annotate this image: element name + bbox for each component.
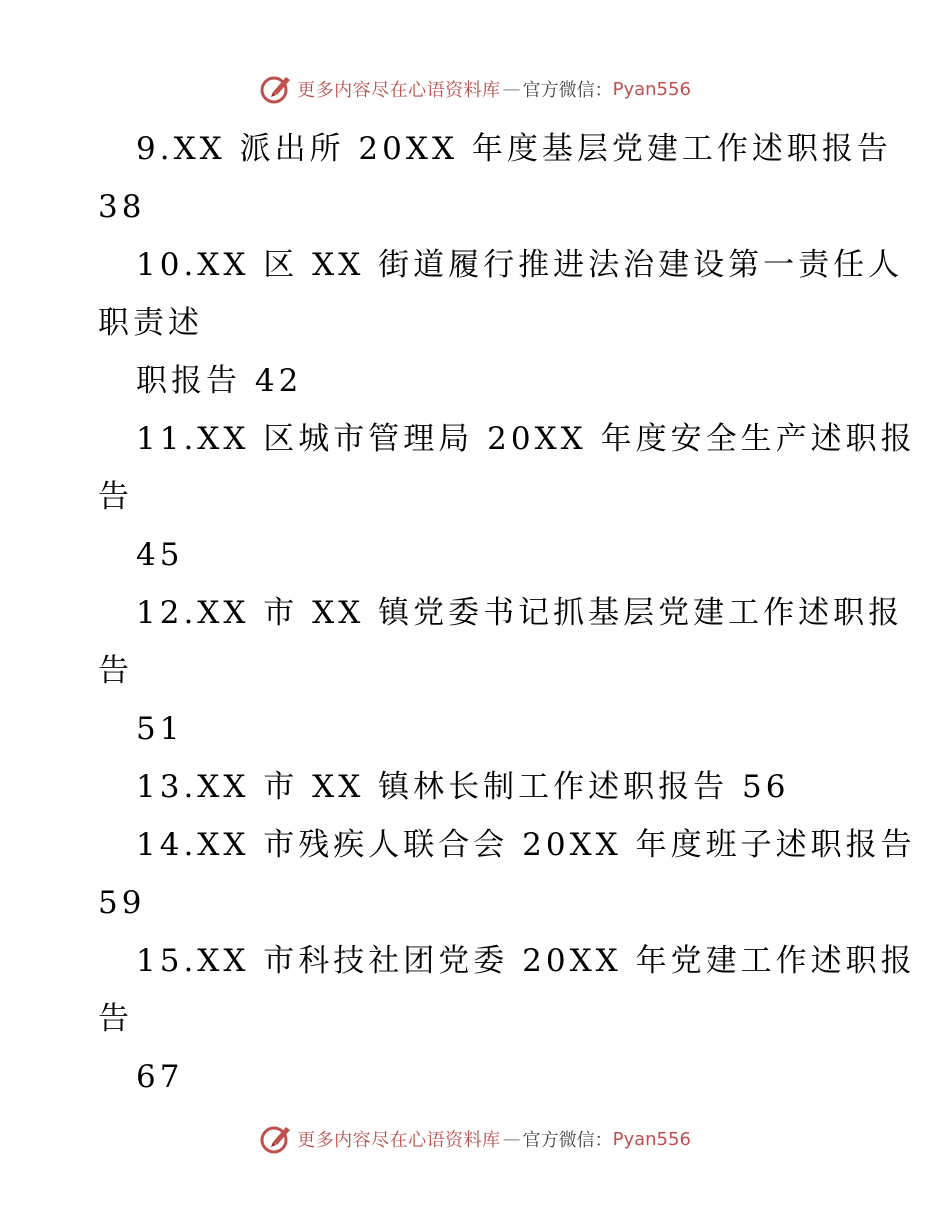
toc-line: 14.XX 市残疾人联合会 20XX 年度班子述职报告 bbox=[136, 827, 916, 863]
toc-list bbox=[98, 120, 916, 1106]
footer-watermark-banner bbox=[0, 1122, 950, 1156]
toc-line: 职责述 bbox=[98, 305, 203, 341]
banner-main-text: 更多内容尽在心语资料库 bbox=[297, 80, 501, 101]
banner-separator: — bbox=[502, 78, 521, 100]
pen-logo-icon bbox=[259, 72, 293, 106]
toc-line: 告 bbox=[98, 479, 133, 515]
toc-line: 67 bbox=[136, 1059, 184, 1095]
toc-line: 10.XX 区 XX 街道履行推进法治建设第一责任人 bbox=[136, 247, 904, 283]
toc-line: 9.XX 派出所 20XX 年度基层党建工作述职报告 bbox=[136, 131, 892, 167]
toc-line: 11.XX 区城市管理局 20XX 年度安全生产述职报 bbox=[136, 421, 916, 457]
toc-line: 告 bbox=[98, 653, 133, 689]
banner-wechat-id: Pyan556 bbox=[612, 78, 691, 100]
toc-line: 59 bbox=[98, 885, 146, 921]
banner-wechat-label: 官方微信： bbox=[522, 1130, 613, 1151]
toc-line: 38 bbox=[98, 189, 146, 225]
toc-line: 告 bbox=[98, 1001, 133, 1037]
toc-line: 15.XX 市科技社团党委 20XX 年党建工作述职报 bbox=[136, 943, 916, 979]
toc-line: 13.XX 市 XX 镇林长制工作述职报告 56 bbox=[136, 769, 790, 805]
banner-wechat-id: Pyan556 bbox=[612, 1128, 691, 1150]
toc-line: 45 bbox=[136, 537, 184, 573]
toc-line: 12.XX 市 XX 镇党委书记抓基层党建工作述职报 bbox=[136, 595, 904, 631]
banner-main-text: 更多内容尽在心语资料库 bbox=[297, 1130, 501, 1151]
banner-wechat-label: 官方微信： bbox=[522, 80, 613, 101]
header-watermark-banner bbox=[0, 72, 950, 106]
banner-separator: — bbox=[502, 1128, 521, 1150]
pen-logo-icon bbox=[259, 1122, 293, 1156]
toc-line: 51 bbox=[136, 711, 184, 747]
toc-line: 职报告 42 bbox=[136, 363, 303, 399]
